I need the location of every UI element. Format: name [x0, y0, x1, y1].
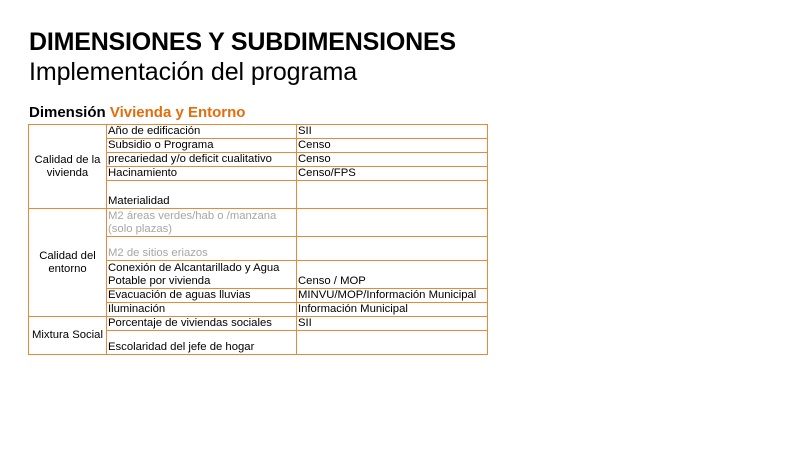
source-cell: Censo [297, 153, 488, 167]
source-cell: Censo / MOP [297, 261, 488, 289]
indicator-cell: Materialidad [107, 181, 297, 209]
indicator-cell: Porcentaje de viviendas sociales [107, 317, 297, 331]
indicator-cell: Evacuación de aguas lluvias [107, 289, 297, 303]
page-subtitle: Implementación del programa [29, 58, 358, 86]
source-cell: Información Municipal [297, 303, 488, 317]
source-cell: MINVU/MOP/Información Municipal [297, 289, 488, 303]
subdimension-mixtura-social: Mixtura Social [29, 317, 107, 355]
source-cell: SII [297, 317, 488, 331]
source-cell [297, 237, 488, 261]
table-row [29, 125, 488, 139]
dimension-name: Vivienda y Entorno [109, 104, 246, 121]
source-cell: SII [297, 125, 488, 139]
indicator-cell: Año de edificación [107, 125, 297, 139]
indicator-cell: Escolaridad del jefe de hogar [107, 331, 297, 355]
indicator-cell: M2 de sitios eriazos [107, 237, 297, 261]
indicator-cell: Hacinamiento [107, 167, 297, 181]
dimensions-table [28, 124, 488, 355]
indicator-cell: precariedad y/o deficit cualitativo [107, 153, 297, 167]
source-cell: Censo [297, 139, 488, 153]
source-cell [297, 331, 488, 355]
source-cell [297, 209, 488, 237]
dimension-label: Dimensión [29, 104, 106, 121]
source-cell [297, 181, 488, 209]
indicator-cell: M2 áreas verdes/hab o /manzana (solo plazas) [107, 209, 297, 237]
table-row [29, 317, 488, 331]
subdimension-calidad-vivienda: Calidad de la vivienda [29, 125, 107, 209]
indicator-cell: Conexión de Alcantarillado y Agua Potable por vivienda [107, 261, 297, 289]
indicator-cell: Subsidio o Programa [107, 139, 297, 153]
subdimension-calidad-entorno: Calidad del entorno [29, 209, 107, 317]
source-cell: Censo/FPS [297, 167, 488, 181]
dimension-heading [29, 104, 245, 122]
table-row [29, 209, 488, 237]
indicator-cell: Iluminación [107, 303, 297, 317]
page-title: DIMENSIONES Y SUBDIMENSIONES [29, 28, 456, 56]
